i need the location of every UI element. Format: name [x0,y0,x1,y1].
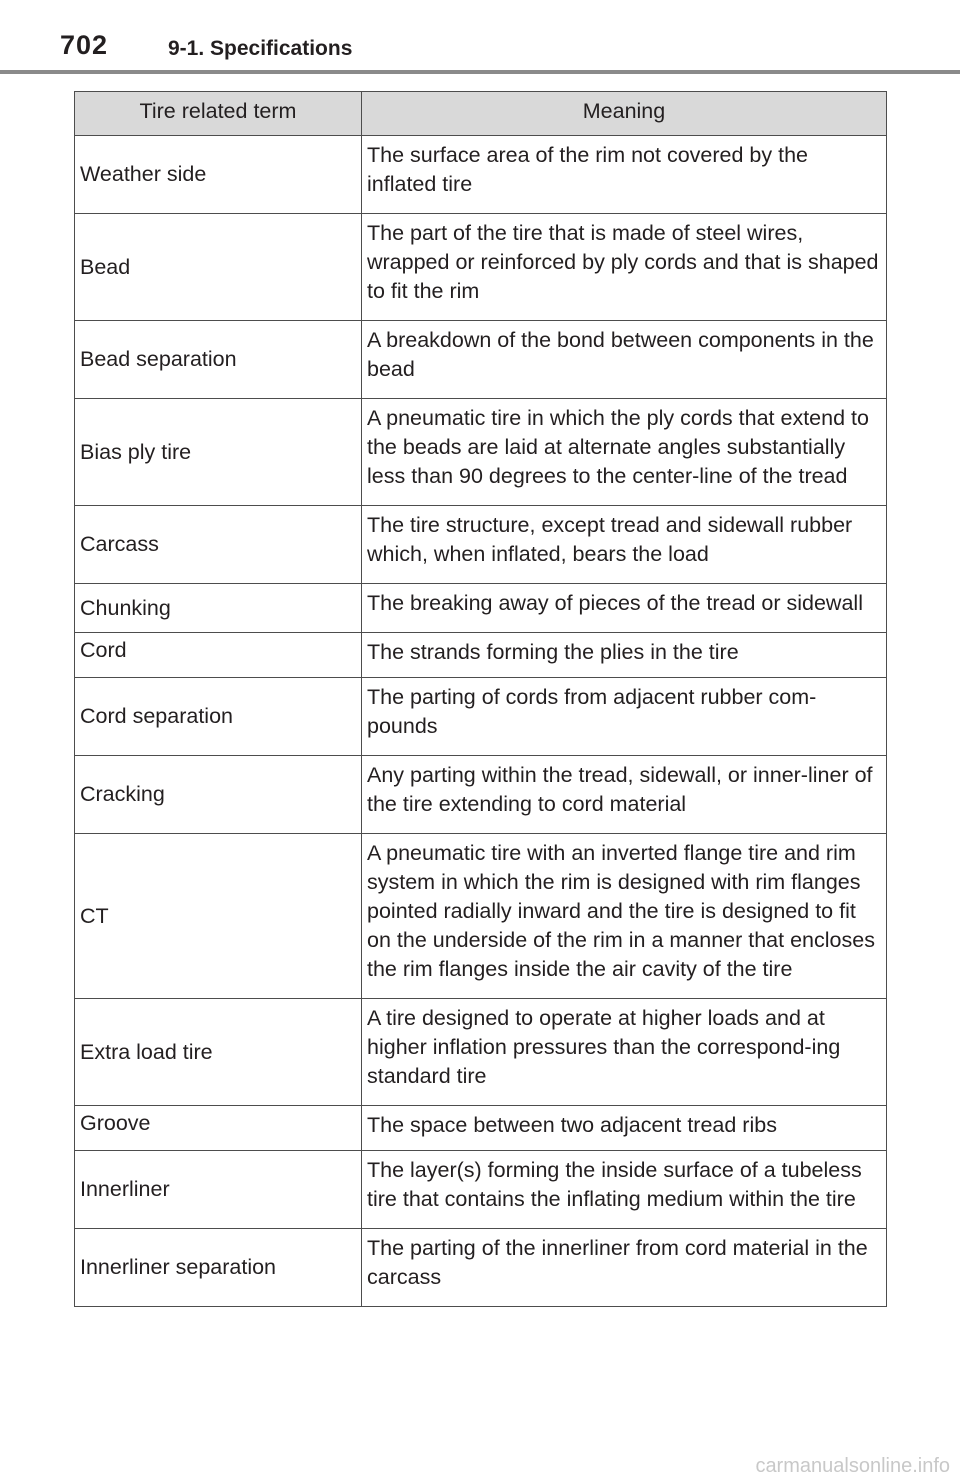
table-row [75,999,887,1106]
term-cell: Bias ply tire [75,399,362,506]
table-row [75,321,887,399]
meaning-cell: The tire structure, except tread and sidewall rubber which, when inflated, bears the load [362,506,887,584]
table-row [75,633,887,678]
section-title: 9-1. Specifications [168,37,353,60]
table-row [75,756,887,834]
term-cell: CT [75,834,362,999]
table-row [75,399,887,506]
table-row [75,214,887,321]
term-cell: Extra load tire [75,999,362,1106]
table-row [75,834,887,999]
table-row [75,1151,887,1229]
table-row [75,506,887,584]
term-cell: Carcass [75,506,362,584]
page-header [0,0,960,76]
term-cell: Bead [75,214,362,321]
table-row [75,1229,887,1307]
tire-terms-table [74,91,887,1307]
meaning-cell: Any parting within the tread, sidewall, or inner-liner of the tire extending to cord material [362,756,887,834]
meaning-cell: The surface area of the rim not covered by the inflated tire [362,136,887,214]
term-cell: Weather side [75,136,362,214]
column-header-term: Tire related term [75,92,362,136]
meaning-cell: The space between two adjacent tread ribs [362,1106,887,1151]
meaning-cell: A pneumatic tire in which the ply cords that extend to the beads are laid at alternate angles substantially less than 90 degrees to the center-line of the tread [362,399,887,506]
table-row [75,136,887,214]
meaning-cell: The part of the tire that is made of steel wires, wrapped or reinforced by ply cords and that is shaped to fit the rim [362,214,887,321]
table-header-row [75,92,887,136]
term-cell: Cracking [75,756,362,834]
meaning-cell: The breaking away of pieces of the tread or sidewall [362,584,887,633]
meaning-cell: The layer(s) forming the inside surface of a tubeless tire that contains the inflating medium within the tire [362,1151,887,1229]
table-row [75,678,887,756]
term-cell: Groove [75,1106,362,1151]
term-cell: Chunking [75,584,362,633]
term-cell: Cord [75,633,362,678]
term-cell: Cord separation [75,678,362,756]
column-header-meaning: Meaning [362,92,887,136]
meaning-cell: A pneumatic tire with an inverted flange tire and rim system in which the rim is designed with rim flanges pointed radially inward and the tire is designed to fit on the underside of the rim in a manner that encloses the rim flanges inside the air cavity of the tire [362,834,887,999]
table-row [75,584,887,633]
meaning-cell: The parting of cords from adjacent rubber com-pounds [362,678,887,756]
site-watermark: carmanualsonline.info [755,1455,950,1477]
term-cell: Bead separation [75,321,362,399]
term-cell: Innerliner separation [75,1229,362,1307]
meaning-cell: A breakdown of the bond between components in the bead [362,321,887,399]
page-number: 702 [60,30,109,60]
header-divider [0,70,960,74]
meaning-cell: The strands forming the plies in the tire [362,633,887,678]
meaning-cell: A tire designed to operate at higher loads and at higher inflation pressures than the correspond-ing standard tire [362,999,887,1106]
term-cell: Innerliner [75,1151,362,1229]
meaning-cell: The parting of the innerliner from cord material in the carcass [362,1229,887,1307]
table-row [75,1106,887,1151]
